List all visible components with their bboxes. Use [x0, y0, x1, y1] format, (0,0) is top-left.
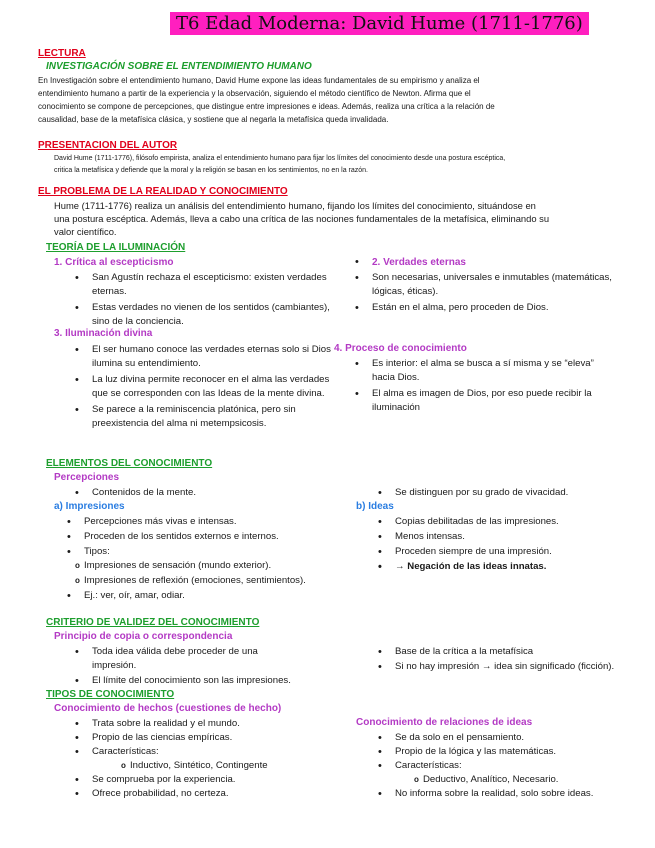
percepciones-left	[92, 486, 332, 500]
iluminacion-s1: 1. Crítica al escepticismo	[54, 257, 174, 268]
list-item: • Características:	[92, 745, 332, 759]
list-item: • San Agustín rechaza el escepticismo: existen verdades eternas.	[92, 271, 332, 299]
list-item: • El ser humano conoce las verdades eternas solo si Dios ilumina su entendimiento.	[92, 343, 337, 371]
impresiones-example	[84, 589, 354, 603]
autor-heading: PRESENTACION DEL AUTOR	[38, 140, 178, 151]
impresiones-list	[84, 515, 354, 559]
iluminacion-s2: 2. Verdades eternas	[372, 257, 466, 268]
list-item: o Inductivo, Sintético, Contingente	[130, 759, 332, 773]
ideas-heading: b) Ideas	[356, 501, 394, 512]
autor-line: David Hume (1711-1776), filósofo empirista, analiza el entendimiento humano para fijar los límites del conocimiento desde una postura escéptica,	[54, 155, 506, 162]
relaciones-heading: Conocimiento de relaciones de ideas	[356, 717, 533, 728]
list-item: • El alma es imagen de Dios, por eso puede recibir la iluminación	[372, 387, 612, 415]
list-item: • Proceden siempre de una impresión.	[395, 545, 635, 559]
list-item: • Están en el alma, pero proceden de Dios.	[372, 301, 612, 315]
iluminacion-s4-list	[372, 357, 612, 415]
iluminacion-s1-list	[92, 271, 332, 329]
list-item: • Propio de las ciencias empíricas.	[92, 731, 332, 745]
lectura-heading: LECTURA	[38, 48, 86, 59]
iluminacion-s2-list	[372, 271, 612, 315]
hechos-heading: Conocimiento de hechos (cuestiones de hecho)	[54, 703, 282, 714]
list-item: • Propio de la lógica y las matemáticas.	[395, 745, 635, 759]
principio-heading: Principio de copia o correspondencia	[54, 631, 233, 642]
bullet-icon: •	[355, 256, 359, 268]
percepciones-right	[395, 486, 635, 500]
hechos-list	[92, 717, 332, 801]
iluminacion-heading: TEORÍA DE LA ILUMINACIÓN	[46, 242, 186, 253]
elementos-heading: ELEMENTOS DEL CONOCIMIENTO	[46, 458, 213, 469]
list-item: • Se distinguen por su grado de vivacidad.	[395, 486, 635, 500]
problema-line: Hume (1711-1776) realiza un análisis del entendimiento humano, fijando los límites del conocimiento, situándose en	[54, 200, 536, 211]
iluminacion-s3: 3. Iluminación divina	[54, 328, 153, 339]
list-item: • El límite del conocimiento son las impresiones.	[92, 674, 297, 688]
list-item: • Ofrece probabilidad, no certeza.	[92, 787, 332, 801]
list-item: • Contenidos de la mente.	[92, 486, 332, 500]
iluminacion-s4: 4. Proceso de conocimiento	[334, 343, 467, 354]
list-item: o Deductivo, Analítico, Necesario.	[423, 773, 635, 787]
list-item: • Son necesarias, universales e inmutables (matemáticas, lógicas, éticas).	[372, 271, 612, 299]
list-item: • Ej.: ver, oír, amar, odiar.	[84, 589, 354, 603]
list-item: • La luz divina permite reconocer en el alma las verdades que se corresponden con las Ideas de la mente divina.	[92, 373, 337, 401]
criterio-left	[92, 645, 297, 688]
lectura-text	[38, 74, 628, 126]
list-item: • Se comprueba por la experiencia.	[92, 773, 332, 787]
list-item: o Impresiones de sensación (mundo exterior).	[84, 559, 354, 573]
list-item: • Se da solo en el pensamiento.	[395, 731, 635, 745]
list-item: • Tipos:	[84, 545, 354, 559]
list-item: • Menos intensas.	[395, 530, 635, 544]
lectura-line: entendimiento humano a partir de la experiencia y la observación, siguiendo el método científico de Newton. Afirma que el	[38, 89, 471, 98]
lectura-line: causalidad, base de la metafísica clásica, y sostiene que al negarla la metafísica queda invalidada.	[38, 115, 389, 124]
list-item: • → Negación de las ideas innatas.	[395, 560, 635, 574]
list-item: • Base de la crítica a la metafísica	[395, 645, 620, 659]
lectura-line: conocimiento se compone de percepciones, que distingue entre impresiones e ideas. Además, realiza una crítica a la relación de	[38, 102, 495, 111]
autor-line: critica la metafísica y defiende que la moral y la religión se basan en los sentimientos, no en la razón.	[54, 167, 369, 174]
list-item: • Es interior: el alma se busca a sí misma y se “eleva” hacia Dios.	[372, 357, 612, 385]
list-item: • No informa sobre la realidad, solo sobre ideas.	[395, 787, 635, 801]
list-item: • Se parece a la reminiscencia platónica, pero sin preexistencia del alma ni metempsicosis.	[92, 403, 337, 431]
problema-text	[54, 199, 634, 238]
criterio-right	[395, 645, 620, 674]
lectura-subtitle: INVESTIGACIÓN SOBRE EL ENTENDIMIENTO HUMANO	[46, 61, 312, 72]
list-item: • Características:	[395, 759, 635, 773]
ideas-list	[395, 515, 635, 574]
impresiones-heading: a) Impresiones	[54, 501, 125, 512]
problema-line: valor científico.	[54, 226, 117, 237]
relaciones-list	[395, 731, 635, 801]
list-item: • Toda idea válida debe proceder de una impresión.	[92, 645, 297, 673]
list-item: • Si no hay impresión → idea sin significado (ficción).	[395, 660, 620, 674]
lectura-line: En Investigación sobre el entendimiento humano, David Hume expone las ideas fundamentales de su empirismo y analiza el	[38, 76, 480, 85]
list-item: • Copias debilitadas de las impresiones.	[395, 515, 635, 529]
criterio-heading: CRITERIO DE VALIDEZ DEL CONOCIMIENTO	[46, 617, 260, 628]
iluminacion-s3-list	[92, 343, 337, 431]
list-item: o Impresiones de reflexión (emociones, sentimientos).	[84, 574, 354, 588]
list-item: • Trata sobre la realidad y el mundo.	[92, 717, 332, 731]
percepciones-heading: Percepciones	[54, 472, 120, 483]
problema-line: una postura escéptica. Además, lleva a cabo una crítica de las nociones fundamentales de la metafísica, eliminando su	[54, 213, 550, 224]
list-item: • Percepciones más vivas e intensas.	[84, 515, 354, 529]
tipos-heading: TIPOS DE CONOCIMIENTO	[46, 689, 175, 700]
page-title: T6 Edad Moderna: David Hume (1711-1776)	[170, 12, 589, 35]
problema-heading: EL PROBLEMA DE LA REALIDAD Y CONOCIMIENTO	[38, 186, 288, 197]
impresiones-sub-list	[84, 559, 354, 588]
list-item: • Estas verdades no vienen de los sentidos (cambiantes), sino de la conciencia.	[92, 301, 332, 329]
autor-text	[54, 153, 634, 177]
list-item: • Proceden de los sentidos externos e internos.	[84, 530, 354, 544]
